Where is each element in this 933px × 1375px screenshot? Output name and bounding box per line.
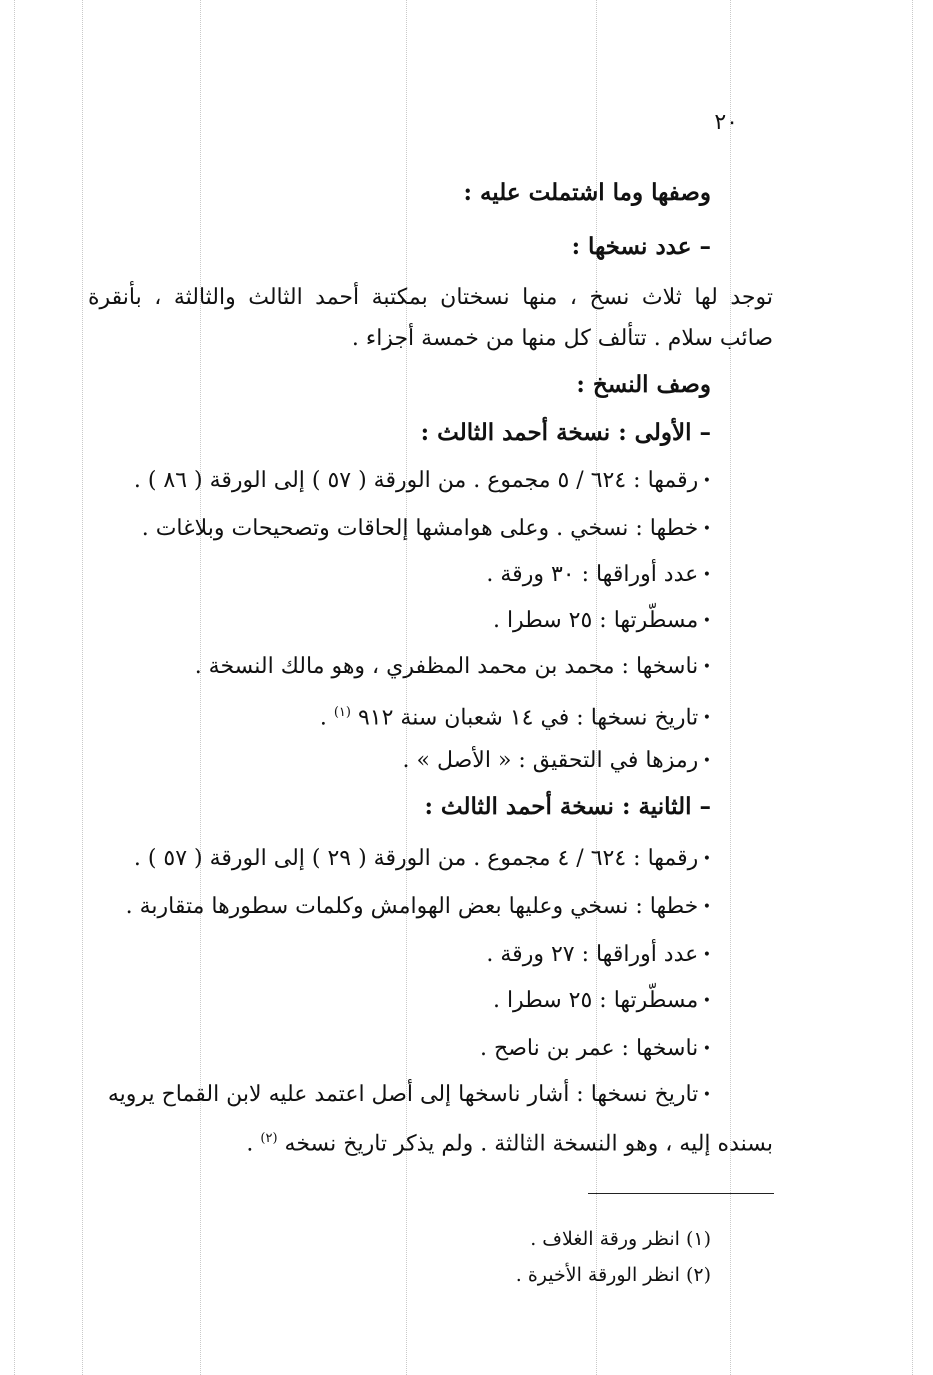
scan-guide-line [730, 0, 731, 1375]
copy1-item-date: • تاريخ نسخها : في ١٤ شعبان سنة ٩١٢ $^{(١)}$ . [320, 698, 711, 733]
copy2-item: • عدد أوراقها : ٢٧ ورقة . [486, 940, 711, 970]
copy1-item: • رقمها : ٦٢٤ / ٥ مجموع . من الورقة ( ٥٧ ) إلى الورقة ( ٨٦ ) . [134, 466, 711, 496]
footnote-ref-1: (١) [333, 705, 351, 720]
copy2-title: – الثانية : نسخة أحمد الثالث : [424, 793, 711, 820]
copy2-item: • تاريخ نسخها : أشار ناسخها إلى أصل اعتمد عليه لابن القماح يرويه [108, 1080, 711, 1110]
section-heading-description: وصف النسخ : [576, 371, 711, 398]
copy2-item: • مسطّرتها : ٢٥ سطرا . [493, 986, 711, 1016]
section-heading: وصفها وما اشتملت عليه : [463, 179, 711, 206]
footnote: (٢) انظر الورقة الأخيرة . [515, 1264, 711, 1286]
copy1-title: – الأولى : نسخة أحمد الثالث : [420, 419, 711, 446]
page-number: ٢٠ [714, 110, 738, 135]
copy2-item: • ناسخها : عمر بن ناصح . [480, 1034, 711, 1064]
intro-paragraph-line: صائب سلام . تتألف كل منها من خمسة أجزاء . [351, 326, 773, 351]
scan-guide-line [14, 0, 15, 1375]
copy1-item: • مسطّرتها : ٢٥ سطرا . [493, 606, 711, 636]
scan-guide-line [82, 0, 83, 1375]
footnote: (١) انظر ورقة الغلاف . [530, 1228, 711, 1250]
copy2-date-text: بسنده إليه ، وهو النسخة الثالثة . ولم يذكر تاريخ نسخه [284, 1131, 773, 1157]
copy1-item: • خطها : نسخي . وعلى هوامشها إلحاقات وتصحيحات وبلاغات . [142, 514, 711, 544]
scan-guide-line [200, 0, 201, 1375]
footnote-separator [588, 1193, 774, 1194]
copy2-item: • رقمها : ٦٢٤ / ٤ مجموع . من الورقة ( ٢٩ ) إلى الورقة ( ٥٧ ) . [134, 844, 711, 874]
scan-guide-line [912, 0, 913, 1375]
copy1-item: • عدد أوراقها : ٣٠ ورقة . [486, 560, 711, 590]
copy1-item: • رمزها في التحقيق : « الأصل » . [403, 746, 711, 776]
footnote-ref-2: (٢) [260, 1131, 278, 1146]
copy2-date-continuation: بسنده إليه ، وهو النسخة الثالثة . ولم يذكر تاريخ نسخه $^{(٢)}$ . [246, 1131, 773, 1157]
scan-guide-line [406, 0, 407, 1375]
copy1-item: • ناسخها : محمد بن محمد المظفري ، وهو مالك النسخة . [195, 652, 711, 682]
subheading-copy-count: – عدد نسخها : [571, 233, 711, 260]
copy1-date-text: تاريخ نسخها : في ١٤ شعبان سنة ٩١٢ [357, 705, 699, 731]
intro-paragraph-line: توجد لها ثلاث نسخ ، منها نسختان بمكتبة أحمد الثالث والثالثة ، بأنقرة [88, 285, 773, 310]
copy2-item: • خطها : نسخي وعليها بعض الهوامش وكلمات سطورها متقاربة . [126, 892, 711, 922]
